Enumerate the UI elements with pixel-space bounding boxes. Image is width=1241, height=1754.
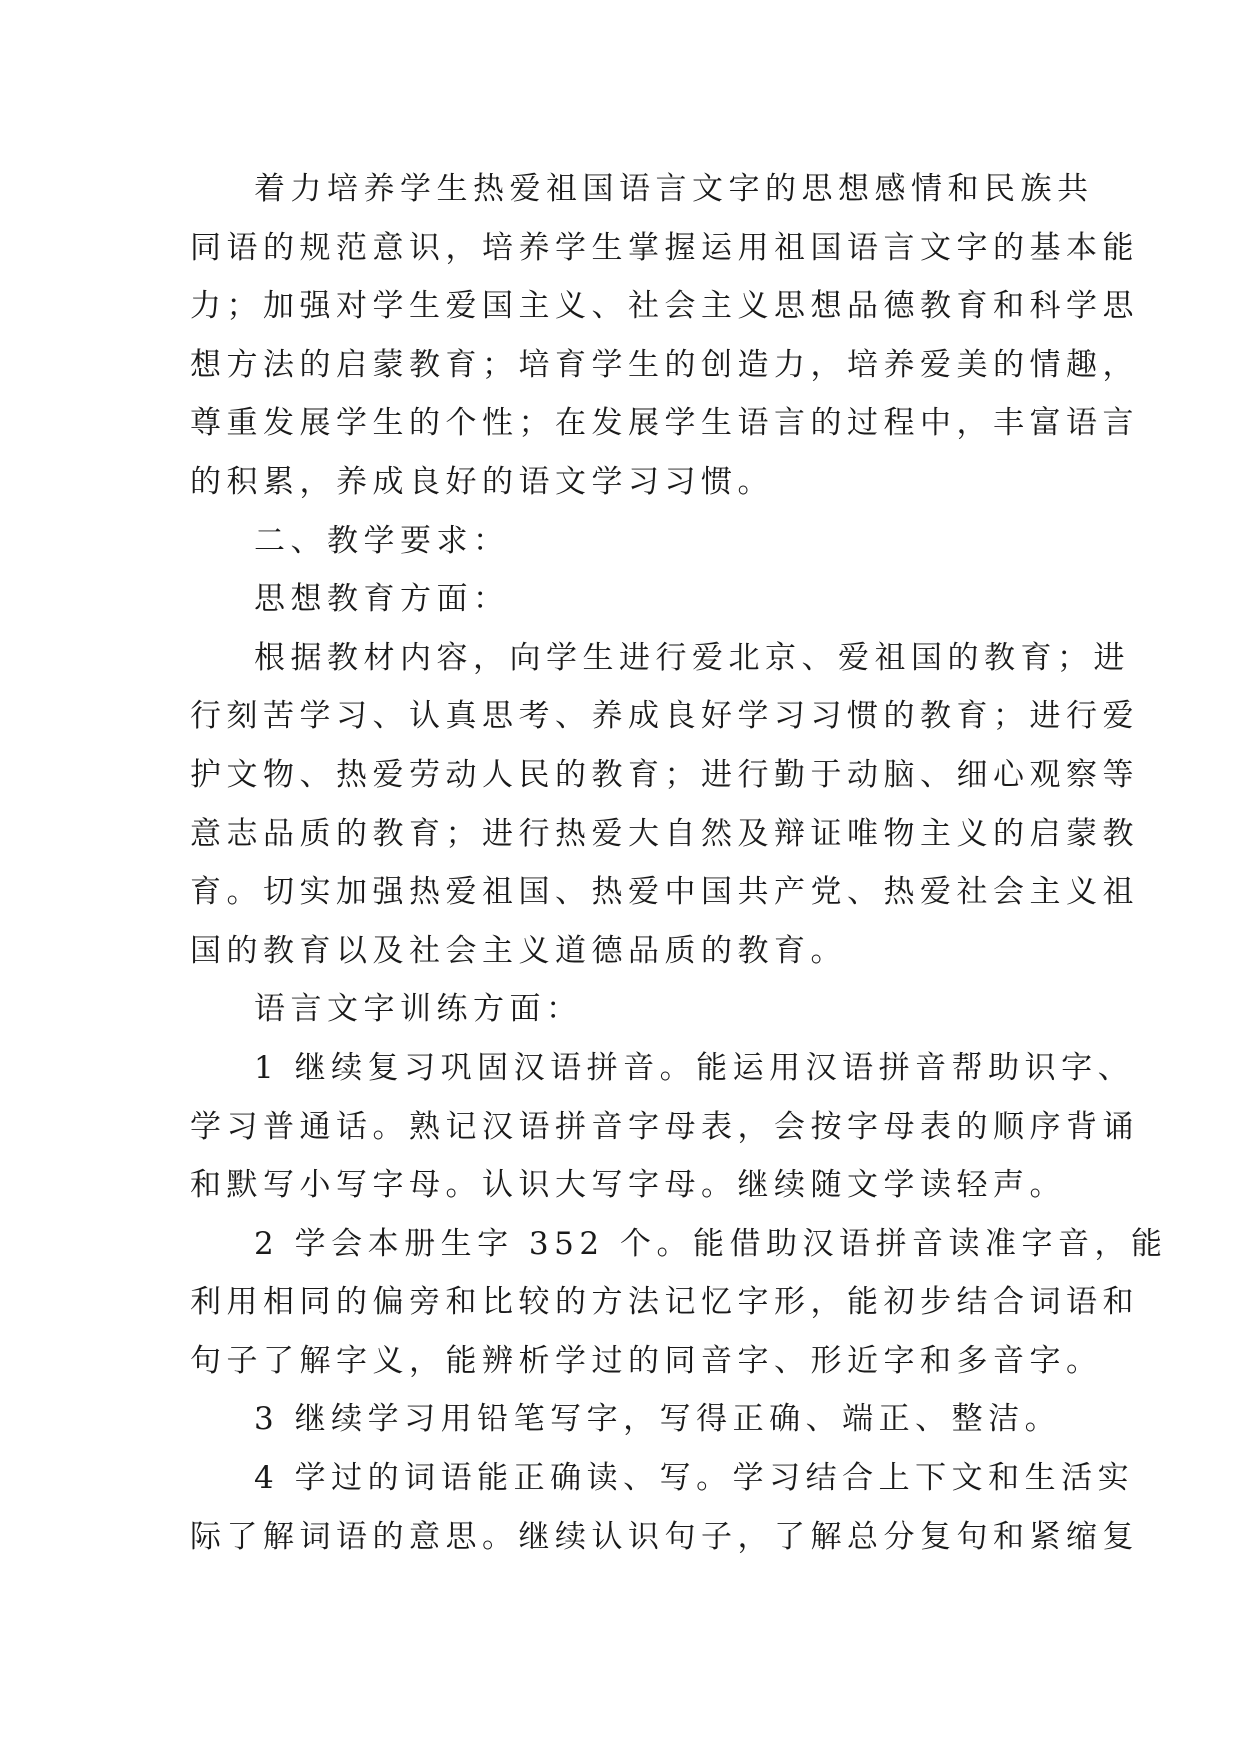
numbered-item-3: 3 继续学习用铅笔写字，写得正确、端正、整洁。 [254, 1401, 1062, 1438]
section-heading: 二、教学要求： [254, 522, 510, 559]
text-line: 着力培养学生热爱祖国语言文字的思想感情和民族共 [254, 171, 1094, 207]
text-line: 力；加强对学生爱国主义、社会主义思想品德教育和科学思 [190, 288, 1139, 325]
text-line: 的积累，养成良好的语文学习习惯。 [190, 463, 774, 500]
subsection-heading: 语言文字训练方面： [254, 991, 583, 1028]
text-line: 尊重发展学生的个性；在发展学生语言的过程中，丰富语言 [190, 405, 1139, 442]
numbered-item-4: 4 学过的词语能正确读、写。学习结合上下文和生活实 [254, 1460, 1135, 1497]
text-line: 育。切实加强热爱祖国、热爱中国共产党、热爱社会主义祖 [190, 874, 1139, 911]
document-body [190, 160, 1168, 1566]
text-line: 句子了解字义，能辨析学过的同音字、形近字和多音字。 [190, 1342, 1103, 1379]
text-line: 国的教育以及社会主义道德品质的教育。 [190, 932, 847, 969]
numbered-item-2: 2 学会本册生字 352 个。能借助汉语拼音读准字音，能 [254, 1225, 1168, 1262]
text-line: 意志品质的教育；进行热爱大自然及辩证唯物主义的启蒙教 [190, 815, 1139, 852]
text-line: 根据教材内容，向学生进行爱北京、爱祖国的教育；进 [254, 639, 1130, 676]
text-line: 和默写小写字母。认识大写字母。继续随文学读轻声。 [190, 1167, 1066, 1204]
text-line: 想方法的启蒙教育；培育学生的创造力，培养爱美的情趣， [190, 346, 1139, 383]
text-line: 学习普通话。熟记汉语拼音字母表，会按字母表的顺序背诵 [190, 1108, 1139, 1145]
numbered-item-1: 1 继续复习巩固汉语拼音。能运用汉语拼音帮助识字、 [254, 1049, 1135, 1086]
text-line: 利用相同的偏旁和比较的方法记忆字形，能初步结合词语和 [190, 1284, 1139, 1321]
text-line: 同语的规范意识，培养学生掌握运用祖国语言文字的基本能 [190, 229, 1139, 266]
text-line: 际了解词语的意思。继续认识句子，了解总分复句和紧缩复 [190, 1518, 1139, 1555]
text-line: 行刻苦学习、认真思考、养成良好学习习惯的教育；进行爱 [190, 698, 1139, 735]
subsection-heading: 思想教育方面： [254, 581, 510, 618]
text-line: 护文物、热爱劳动人民的教育；进行勤于动脑、细心观察等 [190, 756, 1139, 793]
